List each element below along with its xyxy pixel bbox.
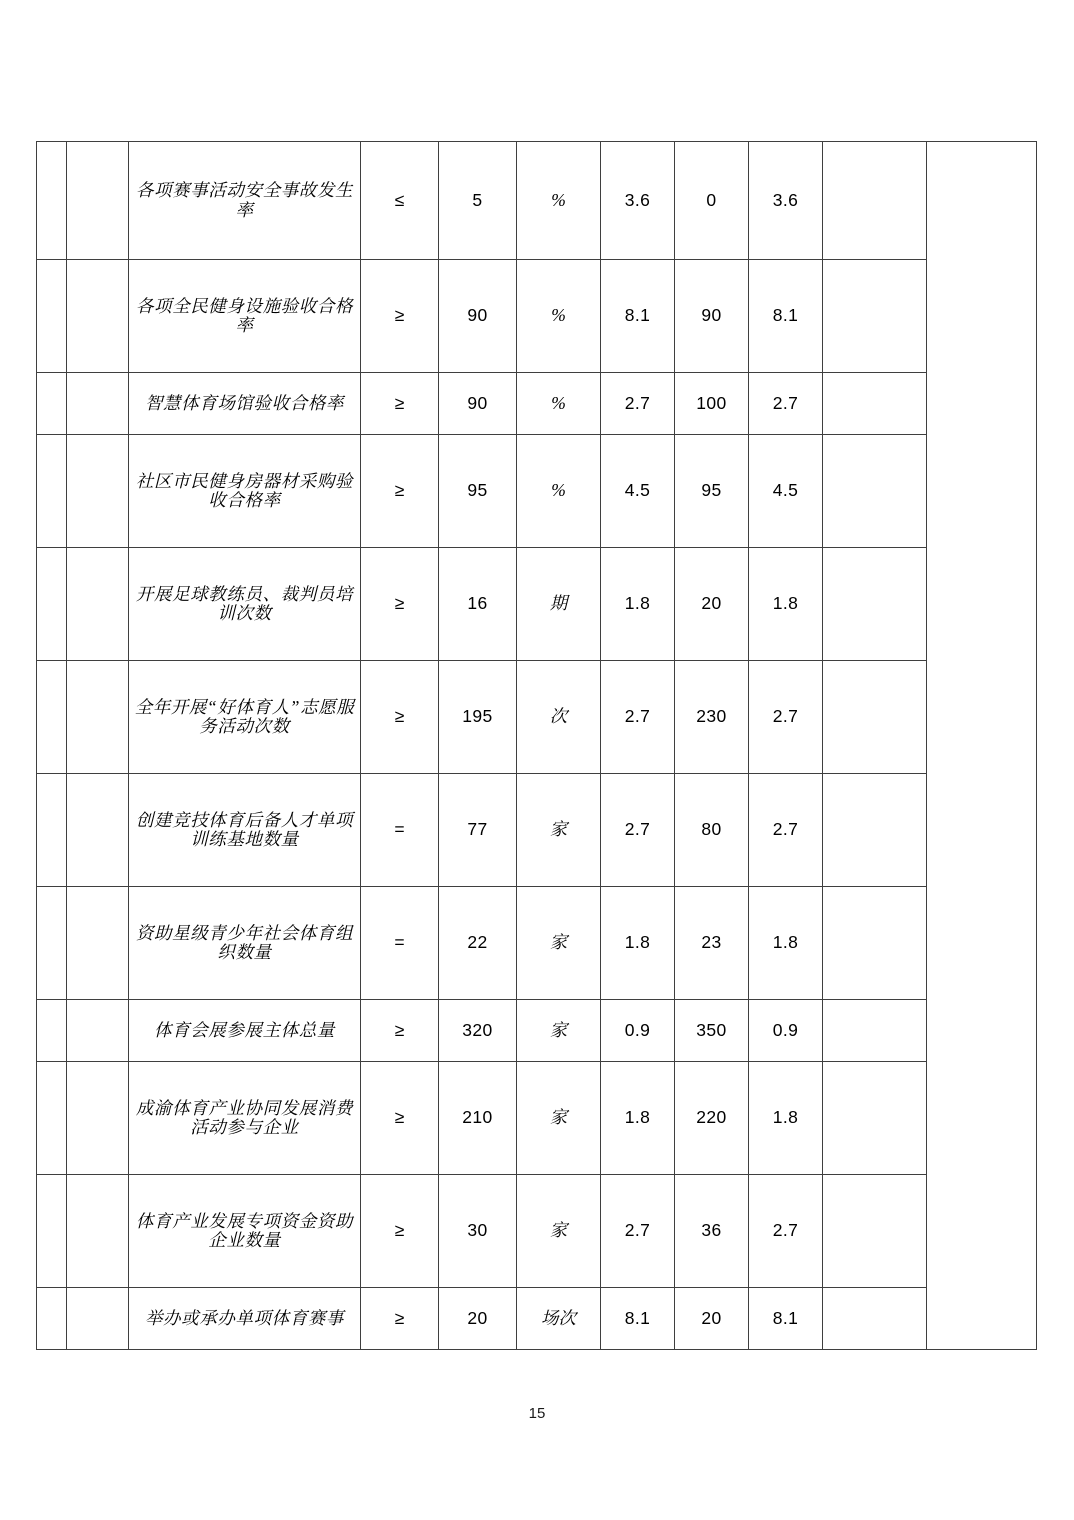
comparison-operator-cell: ≥ — [361, 260, 439, 373]
remarks-cell — [823, 142, 927, 260]
continuation-cell-left-inner — [67, 260, 129, 373]
score-weight-cell: 2.7 — [601, 774, 675, 887]
awarded-score-cell: 2.7 — [749, 661, 823, 774]
table-row — [37, 142, 1037, 260]
score-weight-cell: 0.9 — [601, 1000, 675, 1062]
table-row — [37, 260, 1037, 373]
actual-value-cell: 0 — [675, 142, 749, 260]
target-value-cell: 210 — [439, 1062, 517, 1175]
comparison-operator-cell: ≥ — [361, 1288, 439, 1350]
awarded-score-cell: 1.8 — [749, 548, 823, 661]
remarks-cell — [823, 1062, 927, 1175]
actual-value-cell: 100 — [675, 373, 749, 435]
remarks-cell — [823, 661, 927, 774]
comparison-operator-cell: ≥ — [361, 548, 439, 661]
awarded-score-cell: 0.9 — [749, 1000, 823, 1062]
score-weight-cell: 4.5 — [601, 435, 675, 548]
continuation-cell-left-outer — [37, 548, 67, 661]
indicator-name-cell: 社区市民健身房器材采购验收合格率 — [129, 435, 361, 548]
indicator-name-cell: 体育会展参展主体总量 — [129, 1000, 361, 1062]
remarks-cell — [823, 260, 927, 373]
comparison-operator-cell: ≥ — [361, 1175, 439, 1288]
awarded-score-cell: 1.8 — [749, 1062, 823, 1175]
table-row — [37, 774, 1037, 887]
unit-cell: 家 — [517, 1000, 601, 1062]
continuation-cell-left-inner — [67, 661, 129, 774]
unit-cell: 场次 — [517, 1288, 601, 1350]
continuation-cell-left-inner — [67, 1062, 129, 1175]
continuation-cell-left-inner — [67, 1175, 129, 1288]
target-value-cell: 22 — [439, 887, 517, 1000]
target-value-cell: 30 — [439, 1175, 517, 1288]
target-value-cell: 95 — [439, 435, 517, 548]
remarks-cell — [823, 1288, 927, 1350]
actual-value-cell: 20 — [675, 548, 749, 661]
continuation-cell-left-outer — [37, 373, 67, 435]
table-row — [37, 373, 1037, 435]
continuation-cell-left-inner — [67, 1000, 129, 1062]
remarks-cell — [823, 774, 927, 887]
continuation-cell-left-inner — [67, 373, 129, 435]
target-value-cell: 90 — [439, 373, 517, 435]
unit-cell: 家 — [517, 1062, 601, 1175]
remarks-cell — [823, 1000, 927, 1062]
awarded-score-cell: 3.6 — [749, 142, 823, 260]
continuation-cell-left-inner — [67, 142, 129, 260]
comparison-operator-cell: = — [361, 887, 439, 1000]
awarded-score-cell: 1.8 — [749, 887, 823, 1000]
table-row — [37, 887, 1037, 1000]
target-value-cell: 90 — [439, 260, 517, 373]
awarded-score-cell: 4.5 — [749, 435, 823, 548]
continuation-cell-left-inner — [67, 435, 129, 548]
actual-value-cell: 20 — [675, 1288, 749, 1350]
continuation-cell-left-outer — [37, 435, 67, 548]
indicator-name-cell: 成渝体育产业协同发展消费活动参与企业 — [129, 1062, 361, 1175]
comparison-operator-cell: ≤ — [361, 142, 439, 260]
actual-value-cell: 350 — [675, 1000, 749, 1062]
actual-value-cell: 36 — [675, 1175, 749, 1288]
awarded-score-cell: 8.1 — [749, 1288, 823, 1350]
table-row — [37, 1062, 1037, 1175]
continuation-cell-left-outer — [37, 887, 67, 1000]
comparison-operator-cell: ≥ — [361, 1000, 439, 1062]
indicator-table-container — [36, 141, 1036, 1350]
continuation-cell-left-inner — [67, 887, 129, 1000]
awarded-score-cell: 2.7 — [749, 1175, 823, 1288]
indicator-name-cell: 创建竞技体育后备人才单项训练基地数量 — [129, 774, 361, 887]
awarded-score-cell: 2.7 — [749, 774, 823, 887]
continuation-cell-left-outer — [37, 1175, 67, 1288]
continuation-cell-left-outer — [37, 1000, 67, 1062]
continuation-cell-left-outer — [37, 774, 67, 887]
score-weight-cell: 1.8 — [601, 548, 675, 661]
actual-value-cell: 230 — [675, 661, 749, 774]
target-value-cell: 320 — [439, 1000, 517, 1062]
unit-cell: % — [517, 260, 601, 373]
comparison-operator-cell: = — [361, 774, 439, 887]
continuation-cell-left-outer — [37, 1288, 67, 1350]
trailing-merged-cell — [927, 142, 1037, 1350]
unit-cell: 期 — [517, 548, 601, 661]
table-row — [37, 1000, 1037, 1062]
comparison-operator-cell: ≥ — [361, 661, 439, 774]
actual-value-cell: 23 — [675, 887, 749, 1000]
awarded-score-cell: 2.7 — [749, 373, 823, 435]
continuation-cell-left-outer — [37, 661, 67, 774]
indicator-name-cell: 资助星级青少年社会体育组织数量 — [129, 887, 361, 1000]
table-body — [37, 142, 1037, 1350]
indicator-name-cell: 各项全民健身设施验收合格率 — [129, 260, 361, 373]
actual-value-cell: 220 — [675, 1062, 749, 1175]
target-value-cell: 5 — [439, 142, 517, 260]
score-weight-cell: 2.7 — [601, 373, 675, 435]
unit-cell: % — [517, 373, 601, 435]
remarks-cell — [823, 1175, 927, 1288]
table-row — [37, 435, 1037, 548]
indicator-name-cell: 体育产业发展专项资金资助企业数量 — [129, 1175, 361, 1288]
unit-cell: 家 — [517, 1175, 601, 1288]
target-value-cell: 195 — [439, 661, 517, 774]
unit-cell: % — [517, 435, 601, 548]
continuation-cell-left-inner — [67, 1288, 129, 1350]
continuation-cell-left-inner — [67, 774, 129, 887]
awarded-score-cell: 8.1 — [749, 260, 823, 373]
remarks-cell — [823, 373, 927, 435]
continuation-cell-left-outer — [37, 1062, 67, 1175]
page-number: 15 — [528, 1405, 546, 1422]
unit-cell: 家 — [517, 774, 601, 887]
actual-value-cell: 95 — [675, 435, 749, 548]
score-weight-cell: 8.1 — [601, 1288, 675, 1350]
score-weight-cell: 8.1 — [601, 260, 675, 373]
score-weight-cell: 2.7 — [601, 1175, 675, 1288]
score-weight-cell: 1.8 — [601, 887, 675, 1000]
unit-cell: 次 — [517, 661, 601, 774]
comparison-operator-cell: ≥ — [361, 373, 439, 435]
actual-value-cell: 90 — [675, 260, 749, 373]
unit-cell: % — [517, 142, 601, 260]
table-row — [37, 548, 1037, 661]
score-weight-cell: 1.8 — [601, 1062, 675, 1175]
comparison-operator-cell: ≥ — [361, 435, 439, 548]
continuation-cell-left-inner — [67, 548, 129, 661]
remarks-cell — [823, 887, 927, 1000]
indicator-name-cell: 各项赛事活动安全事故发生率 — [129, 142, 361, 260]
remarks-cell — [823, 548, 927, 661]
comparison-operator-cell: ≥ — [361, 1062, 439, 1175]
indicator-name-cell: 智慧体育场馆验收合格率 — [129, 373, 361, 435]
target-value-cell: 20 — [439, 1288, 517, 1350]
score-weight-cell: 2.7 — [601, 661, 675, 774]
remarks-cell — [823, 435, 927, 548]
indicator-name-cell: 开展足球教练员、裁判员培训次数 — [129, 548, 361, 661]
target-value-cell: 16 — [439, 548, 517, 661]
table-row — [37, 661, 1037, 774]
table-row — [37, 1175, 1037, 1288]
unit-cell: 家 — [517, 887, 601, 1000]
continuation-cell-left-outer — [37, 142, 67, 260]
actual-value-cell: 80 — [675, 774, 749, 887]
indicator-table — [36, 141, 1037, 1350]
indicator-name-cell: 举办或承办单项体育赛事 — [129, 1288, 361, 1350]
continuation-cell-left-outer — [37, 260, 67, 373]
score-weight-cell: 3.6 — [601, 142, 675, 260]
indicator-name-cell: 全年开展“好体育人”志愿服务活动次数 — [129, 661, 361, 774]
target-value-cell: 77 — [439, 774, 517, 887]
table-row — [37, 1288, 1037, 1350]
